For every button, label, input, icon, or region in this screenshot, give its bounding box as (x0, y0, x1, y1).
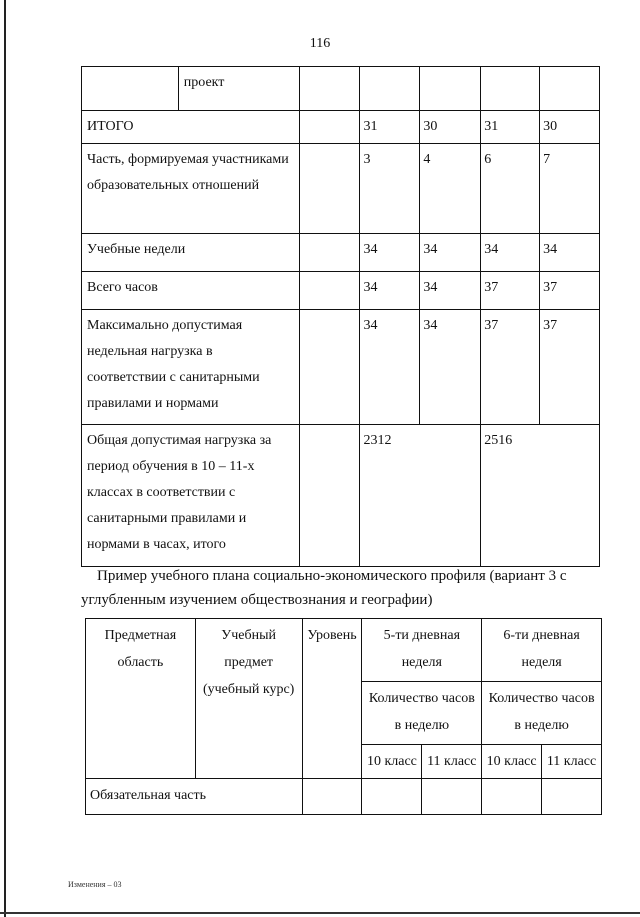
table-row (82, 67, 600, 111)
study-plan-summary-table (81, 66, 600, 567)
value-cell: 34 (420, 234, 481, 272)
header-grade: 10 класс (362, 745, 422, 779)
table-row (82, 234, 600, 272)
value-cell: 34 (360, 310, 420, 425)
table-row (82, 111, 600, 144)
value-cell: 37 (540, 310, 600, 425)
table-row (86, 779, 602, 815)
row-label: Всего часов (82, 272, 300, 310)
value-cell: 37 (481, 310, 540, 425)
header-5-day-week: 5-ти дневная неделя (362, 619, 482, 682)
row-label: ИТОГО (82, 111, 300, 144)
header-grade: 11 класс (422, 745, 482, 779)
page-number: 116 (309, 36, 331, 51)
table-row (82, 425, 600, 567)
page-edge-left (4, 0, 6, 917)
header-row (86, 619, 602, 682)
value-cell: 30 (540, 111, 600, 144)
table-row (82, 310, 600, 425)
value-cell: 37 (540, 272, 600, 310)
footer-note: Изменения – 03 (68, 880, 122, 889)
value-cell: 34 (360, 272, 420, 310)
row-label: Учебные недели (82, 234, 300, 272)
row-label: Общая допустимая нагрузка за период обучения в 10 – 11-х классах в соответствии с санитарными правилами и нормами в часах, итого (82, 425, 300, 567)
value-cell: 3 (360, 144, 420, 234)
row-label: Часть, формируемая участниками образовательных отношений (82, 144, 300, 234)
value-cell: 34 (540, 234, 600, 272)
table-row (82, 272, 600, 310)
value-cell: 4 (420, 144, 481, 234)
header-hours-per-week: Количество часов в неделю (482, 682, 602, 745)
header-grade: 11 класс (542, 745, 602, 779)
value-cell: 31 (481, 111, 540, 144)
page-edge-bottom (0, 912, 640, 914)
value-cell: 2516 (481, 425, 600, 567)
value-cell: 6 (481, 144, 540, 234)
value-cell: 7 (540, 144, 600, 234)
header-subject-area: Предметная область (86, 619, 196, 779)
table-row (82, 144, 600, 234)
header-level: Уровень (302, 619, 362, 779)
value-cell: 31 (360, 111, 420, 144)
table-cell (82, 67, 179, 111)
value-cell: 2312 (360, 425, 481, 567)
value-cell: 34 (481, 234, 540, 272)
curriculum-table (85, 618, 602, 815)
value-cell: 34 (360, 234, 420, 272)
header-grade: 10 класс (482, 745, 542, 779)
row-label: проект (178, 67, 299, 111)
value-cell: 34 (420, 272, 481, 310)
value-cell: 34 (420, 310, 481, 425)
header-subject: Учебный предмет (учебный курс) (195, 619, 302, 779)
value-cell: 30 (420, 111, 481, 144)
table-caption: Пример учебного плана социально-экономического профиля (вариант 3 с углубленным изучением обществознания и географии) (81, 568, 567, 608)
header-hours-per-week: Количество часов в неделю (362, 682, 482, 745)
row-label: Обязательная часть (86, 779, 303, 815)
header-6-day-week: 6-ти дневная неделя (482, 619, 602, 682)
value-cell: 37 (481, 272, 540, 310)
row-label: Максимально допустимая недельная нагрузка в соответствии с санитарными правилами и нормами (82, 310, 300, 425)
